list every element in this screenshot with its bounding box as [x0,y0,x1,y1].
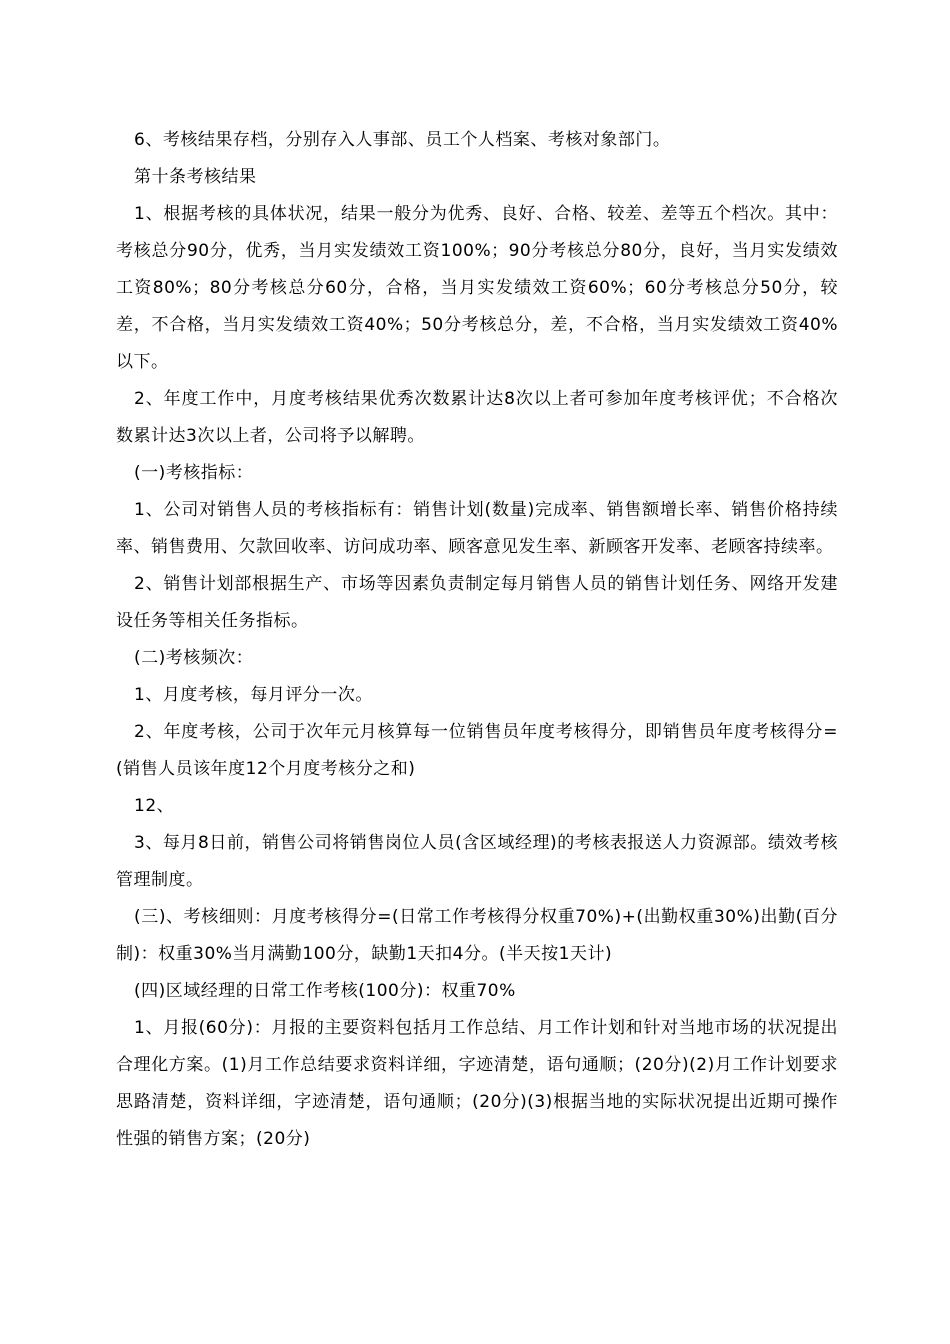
paragraph-submission-deadline: 3、每月8日前，销售公司将销售岗位人员(含区域经理)的考核表报送人力资源部。绩效考核管理制度。 [116,833,838,890]
paragraph-result-grades: 1、根据考核的具体状况，结果一般分为优秀、良好、合格、较差、差等五个档次。其中：考核总分90分，优秀，当月实发绩效工资100%；90分考核总分80分，良好，当月实发绩效工资80%；80分考核总分60分，合格，当月实发绩效工资60%；60分考核总分50分，较差，不合格，当月实发绩效工资40%；50分考核总分，差，不合格，当月实发绩效工资40%以下。 [116,204,838,372]
paragraph-scoring-rules: (三)、考核细则：月度考核得分=(日常工作考核得分权重70%)+(出勤权重30%)出勤(百分制)：权重30%当月满勤100分，缺勤1天扣4分。(半天按1天计) [116,907,838,964]
paragraph-indicator-list: 1、公司对销售人员的考核指标有：销售计划(数量)完成率、销售额增长率、销售价格持续率、销售费用、欠款回收率、访问成功率、顾客意见发生率、新顾客开发率、老顾客持续率。 [116,500,838,557]
paragraph-planning-department: 2、销售计划部根据生产、市场等因素负责制定每月销售人员的销售计划任务、网络开发建设任务等相关任务指标。 [116,574,838,631]
paragraph-monthly-report: 1、月报(60分)：月报的主要资料包括月工作总结、月工作计划和针对当地市场的状况提出合理化方案。(1)月工作总结要求资料详细，字迹清楚，语句通顺；(20分)(2)月工作计划要求思路清楚，资料详细，字迹清楚，语句通顺；(20分)(3)根据当地的实际状况提出近期可操作性强的销售方案；(20分) [116,1018,838,1149]
paragraph-annual-evaluation: 2、年度工作中，月度考核结果优秀次数累计达8次以上者可参加年度考核评优；不合格次数累计达3次以上者，公司将予以解聘。 [116,389,838,446]
document-body [116,122,838,1158]
subheading-regional-manager: (四)区域经理的日常工作考核(100分)：权重70% [134,981,516,1001]
paragraph-monthly-review: 1、月度考核，每月评分一次。 [134,685,373,705]
paragraph-annual-review: 2、年度考核，公司于次年元月核算每一位销售员年度考核得分，即销售员年度考核得分=(销售人员该年度12个月度考核分之和) [116,722,838,779]
subheading-indicators: (一)考核指标： [134,463,254,483]
subheading-frequency: (二)考核频次： [134,648,254,668]
paragraph-fragment-12: 12、 [134,796,175,816]
section-heading-article-10: 第十条考核结果 [134,167,257,187]
paragraph-archive: 6、考核结果存档，分别存入人事部、员工个人档案、考核对象部门。 [134,130,671,150]
